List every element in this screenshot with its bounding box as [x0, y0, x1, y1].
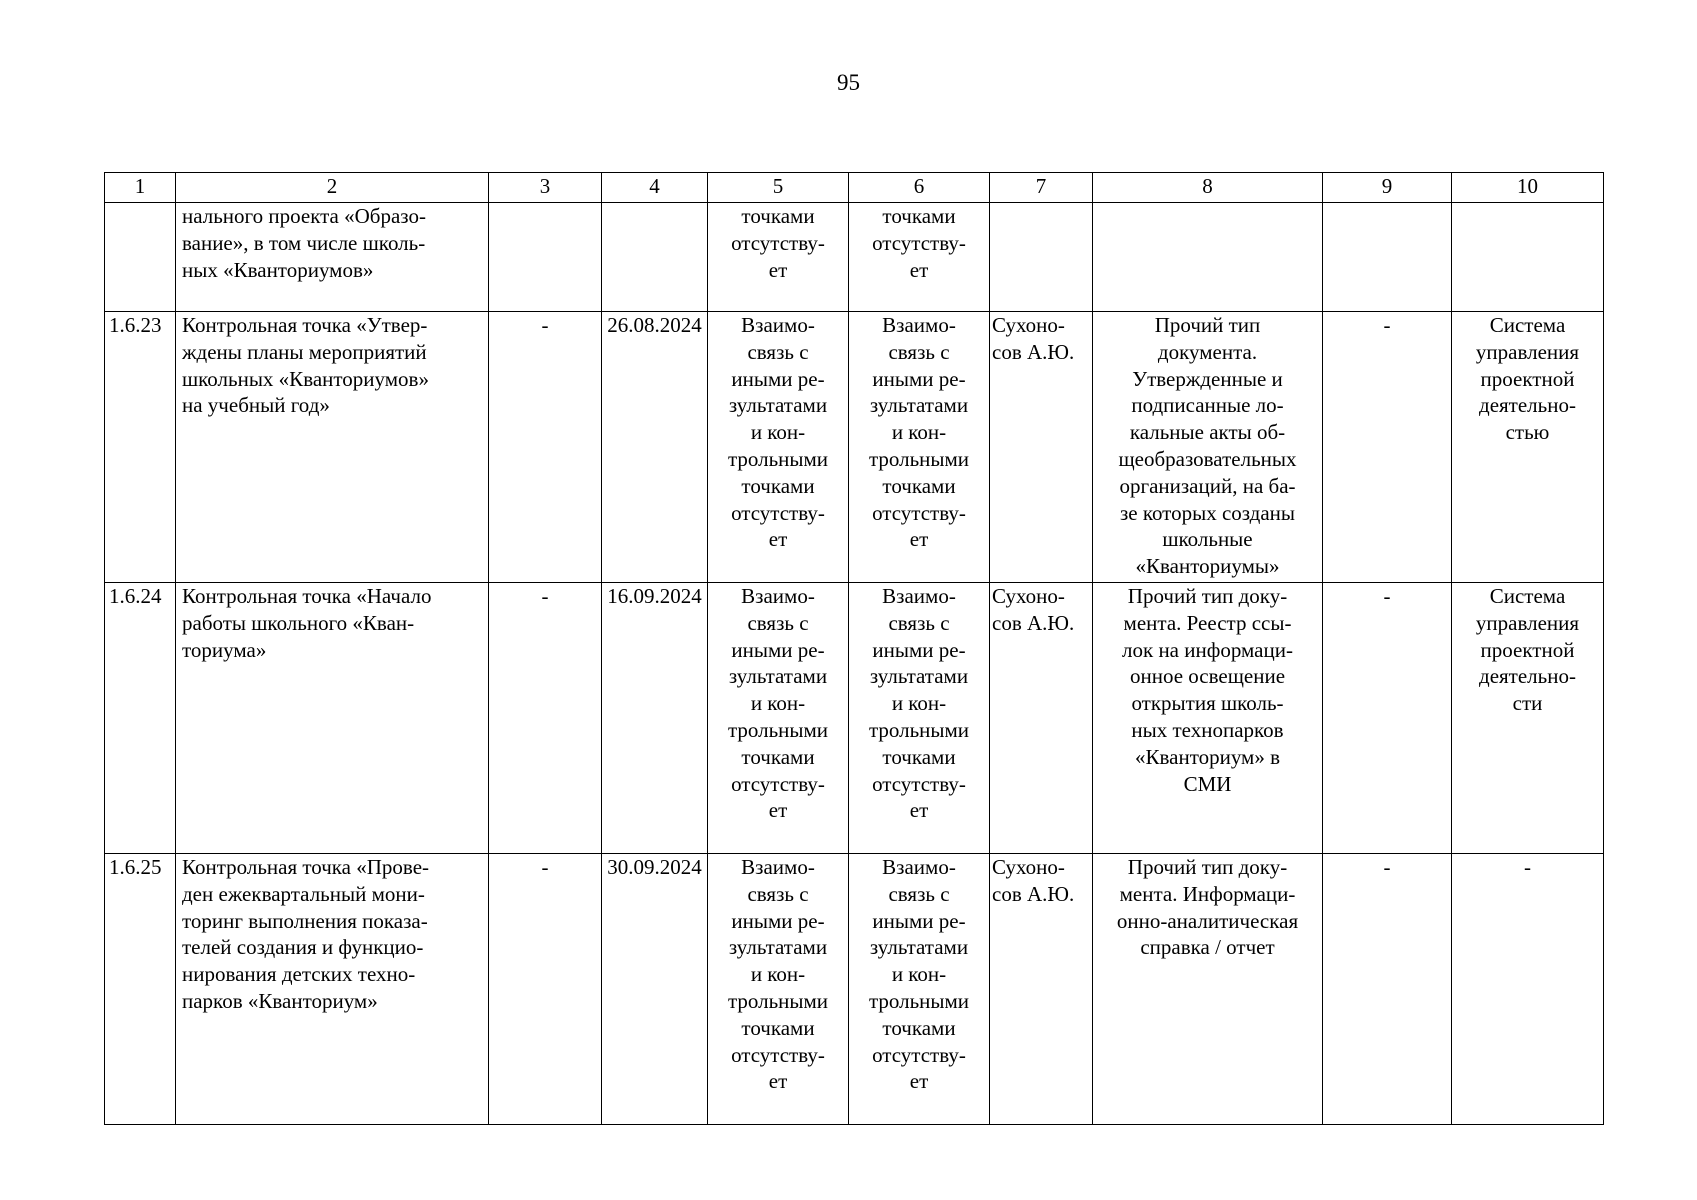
- cell-col3-text: -: [541, 855, 549, 879]
- table-header: [105, 173, 1604, 203]
- cell-document-text: Прочий тип доку- мента. Информаци- онно-аналитическая справка / отчет: [1116, 855, 1299, 960]
- cell-responsible-text: Сухоно- сов А.Ю.: [992, 313, 1075, 364]
- header-cell-7: 7: [990, 173, 1093, 203]
- cell-responsible: [990, 203, 1093, 312]
- cell-name-text: нального проекта «Образо- вание», в том числе школь- ных «Кванториумов»: [182, 204, 426, 282]
- cell-number: [105, 854, 176, 1125]
- cell-col9: [1323, 583, 1452, 854]
- cell-successor: [849, 203, 990, 312]
- cell-col3: [489, 203, 602, 312]
- cell-name: [176, 312, 489, 583]
- cell-number-text: 1.6.25: [109, 855, 162, 879]
- cell-document: [1093, 312, 1323, 583]
- cell-successor: [849, 854, 990, 1125]
- cell-responsible: [990, 854, 1093, 1125]
- header-cell-9: 9: [1323, 173, 1452, 203]
- cell-document: [1093, 203, 1323, 312]
- cell-predecessor: [708, 854, 849, 1125]
- cell-number-text: 1.6.24: [109, 584, 162, 608]
- cell-responsible-text: Сухоно- сов А.Ю.: [992, 855, 1075, 906]
- cell-system: [1452, 312, 1604, 583]
- cell-number: [105, 583, 176, 854]
- cell-successor-text: Взаимо- связь с иными ре- зультатами и кон- трольными точками отсутству- ет: [868, 313, 970, 552]
- table-row: [105, 854, 1604, 1125]
- cell-successor: [849, 583, 990, 854]
- cell-col9-text: -: [1383, 584, 1391, 608]
- cell-responsible: [990, 583, 1093, 854]
- cell-col9-text: -: [1383, 313, 1391, 337]
- header-cell-6: 6: [849, 173, 990, 203]
- cell-responsible: [990, 312, 1093, 583]
- control-points-table: [104, 172, 1604, 1125]
- cell-date: [602, 583, 708, 854]
- table-row: [105, 583, 1604, 854]
- cell-col3-text: -: [541, 584, 549, 608]
- table-row: [105, 312, 1604, 583]
- cell-predecessor-text: точками отсутству- ет: [731, 204, 825, 282]
- cell-system: [1452, 203, 1604, 312]
- cell-col3: [489, 854, 602, 1125]
- cell-date: [602, 854, 708, 1125]
- cell-name: [176, 203, 489, 312]
- cell-col9: [1323, 854, 1452, 1125]
- cell-document-text: Прочий тип доку- мента. Реестр ссы- лок на информаци- онное освещение открытия школь- ных технопарков «Кванториум» в СМИ: [1122, 584, 1293, 796]
- page-number: 95: [837, 70, 860, 95]
- cell-date: [602, 312, 708, 583]
- cell-name-text: Контрольная точка «Прове- ден ежеквартальный мони- торинг выполнения показа- телей создания и функцио- нирования детских техно- парков «Кванториум»: [182, 855, 430, 1013]
- cell-name-text: Контрольная точка «Утвер- ждены планы мероприятий школьных «Кванториумов» на учебный год»: [182, 313, 429, 418]
- table-body: [105, 203, 1604, 1125]
- cell-name-text: Контрольная точка «Начало работы школьного «Кван- ториума»: [182, 584, 432, 662]
- cell-col3: [489, 312, 602, 583]
- cell-system-text: Система управления проектной деятельно- стью: [1475, 313, 1580, 445]
- header-cell-1: 1: [105, 173, 176, 203]
- header-row: [105, 173, 1604, 203]
- cell-document-text: Прочий тип документа. Утвержденные и подписанные ло- кальные акты об- щеобразовательных организаций, на ба- зе которых созданы школьные «Кванториумы»: [1118, 313, 1297, 579]
- cell-predecessor-text: Взаимо- связь с иными ре- зультатами и кон- трольными точками отсутству- ет: [727, 584, 829, 823]
- cell-col3-text: -: [541, 313, 549, 337]
- cell-successor-text: точками отсутству- ет: [872, 204, 966, 282]
- cell-predecessor: [708, 203, 849, 312]
- cell-predecessor-text: Взаимо- связь с иными ре- зультатами и кон- трольными точками отсутству- ет: [727, 855, 829, 1094]
- cell-document: [1093, 854, 1323, 1125]
- cell-number: [105, 203, 176, 312]
- cell-system: [1452, 854, 1604, 1125]
- cell-name: [176, 583, 489, 854]
- header-cell-3: 3: [489, 173, 602, 203]
- cell-responsible-text: Сухоно- сов А.Ю.: [992, 584, 1075, 635]
- cell-predecessor-text: Взаимо- связь с иными ре- зультатами и кон- трольными точками отсутству- ет: [727, 313, 829, 552]
- header-cell-4: 4: [602, 173, 708, 203]
- cell-system-text: -: [1524, 855, 1531, 879]
- cell-document: [1093, 583, 1323, 854]
- cell-successor-text: Взаимо- связь с иными ре- зультатами и кон- трольными точками отсутству- ет: [868, 855, 970, 1094]
- cell-date-text: 30.09.2024: [607, 855, 702, 879]
- cell-col9: [1323, 203, 1452, 312]
- cell-col9-text: -: [1383, 855, 1391, 879]
- header-cell-8: 8: [1093, 173, 1323, 203]
- cell-number: [105, 312, 176, 583]
- table-row: [105, 203, 1604, 312]
- cell-col3: [489, 583, 602, 854]
- cell-date-text: 16.09.2024: [607, 584, 702, 608]
- cell-col9: [1323, 312, 1452, 583]
- cell-date-text: 26.08.2024: [607, 313, 702, 337]
- cell-predecessor: [708, 312, 849, 583]
- cell-predecessor: [708, 583, 849, 854]
- header-cell-10: 10: [1452, 173, 1604, 203]
- cell-successor-text: Взаимо- связь с иными ре- зультатами и кон- трольными точками отсутству- ет: [868, 584, 970, 823]
- cell-system: [1452, 583, 1604, 854]
- cell-number-text: 1.6.23: [109, 313, 162, 337]
- cell-successor: [849, 312, 990, 583]
- cell-name: [176, 854, 489, 1125]
- header-cell-5: 5: [708, 173, 849, 203]
- cell-system-text: Система управления проектной деятельно- сти: [1475, 584, 1580, 716]
- header-cell-2: 2: [176, 173, 489, 203]
- cell-date: [602, 203, 708, 312]
